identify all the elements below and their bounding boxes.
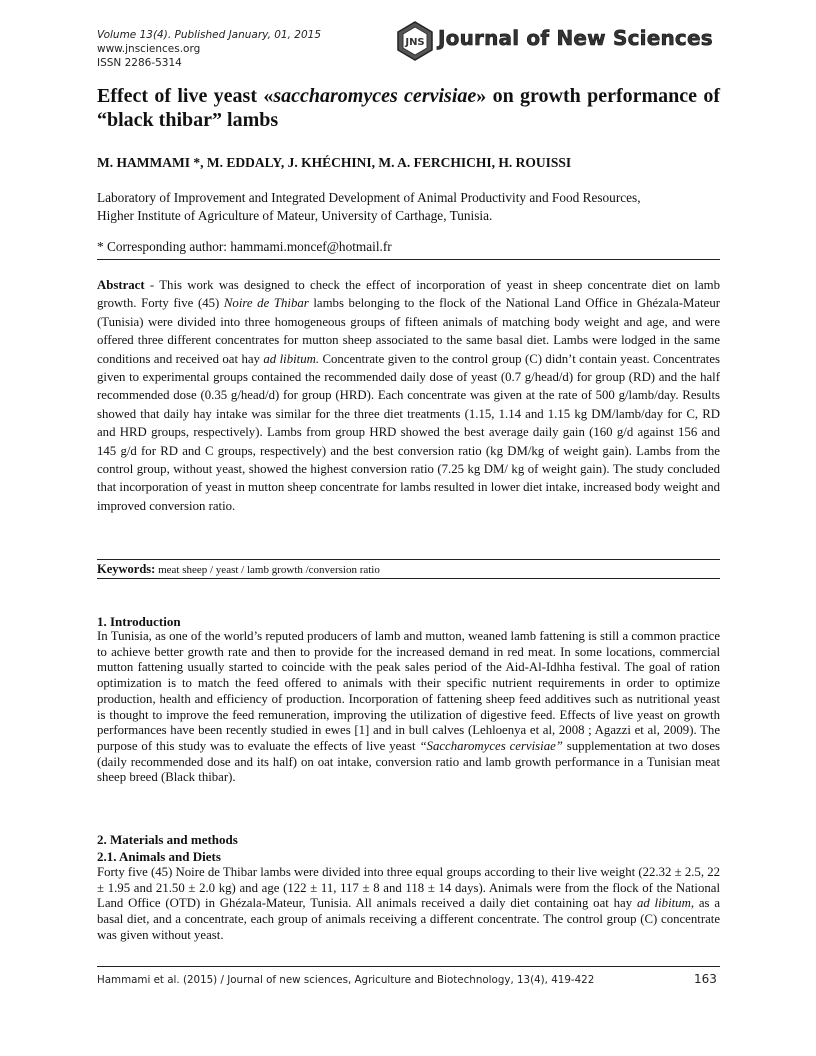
jns-badge-icon	[394, 20, 436, 62]
abstract-italic-1: Noire de Thibar	[223, 296, 309, 311]
abstract-text-3: Concentrate given to the control group (C) didn’t contain yeast. Concentrates given to experimental groups contained the recommended daily dose of yeast (0.7 g/head/d) for group (RD) and the half recommended dose (0.35 g/head/d) for group (HRD). Each concentrate was given at the rate of 500 g/lamb/day. Results showed that daily hay intake was similar for the three diet treatments (1.15, 1.14 and 1.15 kg DM/lamb/day for C, RD and HRD groups, respectively). Lambs from group HRD showed the best average daily gain (160 g/d against 156 and 145 g/d for RD and C groups, respectively) and the best conversion ratio (kg DM/kg of weight gain). Lambs from the control group, without yeast, showed the highest conversion ratio (7.25 kg DM/ kg of weight gain). The study concluded that incorporation of yeast in mutton sheep concentrate for lambs resulted in lower diet intake, increased body weight and improved conversion ratio.	[97, 351, 720, 513]
methods-text-2: , as a basal diet, and a concentrate, each group of animals receiving a different concentrate. The control group (C) concentrate was given without yeast.	[97, 896, 721, 942]
introduction-italic-1: “Saccharomyces cervisiae”	[419, 738, 563, 753]
abstract-text-2: lambs belonging to the flock of the National Land Office in Ghézala-Mateur (Tunisia) were divided into three homogeneous groups of fifteen animals of matching body weight and age, and were offered three different concentrates for mutton sheep associated to the same basal diet. Lambs were lodged in the same conditions and received oat hay	[97, 296, 720, 366]
methods-body	[97, 865, 720, 944]
divider-keywords-top	[97, 559, 720, 560]
journal-logo	[394, 20, 720, 66]
affiliation-line-1: Laboratory of Improvement and Integrated Development of Animal Productivity and Food Resources,	[97, 190, 641, 205]
article-title	[97, 84, 720, 132]
volume-info: Volume 13(4). Published January, 01, 2015	[97, 29, 321, 41]
page-number: 163	[694, 972, 717, 986]
keywords-label: Keywords:	[97, 562, 156, 576]
divider-top	[97, 259, 720, 260]
journal-website: www.jnsciences.org	[97, 43, 201, 55]
abstract-italic-2: ad libitum.	[263, 351, 320, 366]
methods-heading: 2. Materials and methods	[97, 832, 238, 847]
authors: M. HAMMAMI *, M. EDDALY, J. KHÉCHINI, M. A. FERCHICHI, H. ROUISSI	[97, 155, 572, 170]
methods-italic-1: ad libitum	[636, 896, 691, 911]
keywords-value: meat sheep / yeast / lamb growth /conversion ratio	[155, 564, 380, 576]
abstract	[97, 276, 720, 515]
title-part-1: Effect of live yeast «	[97, 85, 274, 107]
affiliation	[97, 189, 720, 224]
footer-citation: Hammami et al. (2015) / Journal of new sciences, Agriculture and Biotechnology, 13(4), 419-422	[97, 974, 595, 986]
keywords	[97, 562, 380, 577]
abstract-label: Abstract	[97, 278, 145, 292]
logo-text: Journal of New Sciences	[438, 26, 713, 50]
abstract-text-1: - This work was designed to check the effect of incorporation of yeast in sheep concentrate diet on lamb growth. Forty five (45)	[97, 278, 720, 311]
title-part-2: » on growth performance of “black thibar” lambs	[97, 85, 720, 131]
methods-subheading: 2.1. Animals and Diets	[97, 849, 221, 864]
journal-meta	[97, 28, 321, 70]
introduction-text-1: In Tunisia, as one of the world’s reputed producers of lamb and mutton, weaned lamb fattening is still a common practice to achieve better growth rate and then to provide for the increased demand in red meat. In some locations, commercial mutton fattening usually started to coincide with the peak sales period of the Aid-Al-Idhha festival. The goal of ration optimization is to match the feed offered to animals with their specific nutrient requirements in order to optimize production, health and efficiency of production. Incorporation of fattening sheep feed additives such as nutritional yeast is thought to improve the feed remuneration, improving the utilization of digestive feed. Effects of live yeast on growth performances have been recently studied in ewes [1] and in bull calves (Lehloenya et al, 2008 ; Agazzi et al, 2009). The purpose of this study was to evaluate the effects of live yeast	[97, 629, 720, 753]
introduction-heading: 1. Introduction	[97, 614, 181, 629]
logo-badge-text: JNS	[405, 37, 425, 48]
title-italic: saccharomyces cervisiae	[273, 85, 477, 107]
introduction-text-2: supplementation at two doses (daily recommended dose and its half) on oat intake, conversion ratio and lamb growth performance in a Tunisian meat sheep breed (Black thibar).	[97, 738, 720, 785]
methods-text-1: Forty five (45) Noire de Thibar lambs were divided into three equal groups according to their live weight (22.32 ± 2.5, 22 ± 1.95 and 21.50 ± 2.0 kg) and age (122 ± 11, 117 ± 8 and 118 ± 14 days). Animals were from the flock of the National Land Office (OTD) in Ghézala-Mateur, Tunisia. All animals received a daily diet containing oat hay	[97, 865, 721, 911]
affiliation-line-2: Higher Institute of Agriculture of Mateur, University of Carthage, Tunisia.	[97, 207, 493, 223]
issn: ISSN 2286-5314	[97, 57, 182, 69]
introduction-body	[97, 629, 720, 786]
corresponding-author: * Corresponding author: hammami.moncef@hotmail.fr	[97, 239, 392, 254]
divider-footer	[97, 966, 720, 967]
divider-keywords-bottom	[97, 578, 720, 579]
